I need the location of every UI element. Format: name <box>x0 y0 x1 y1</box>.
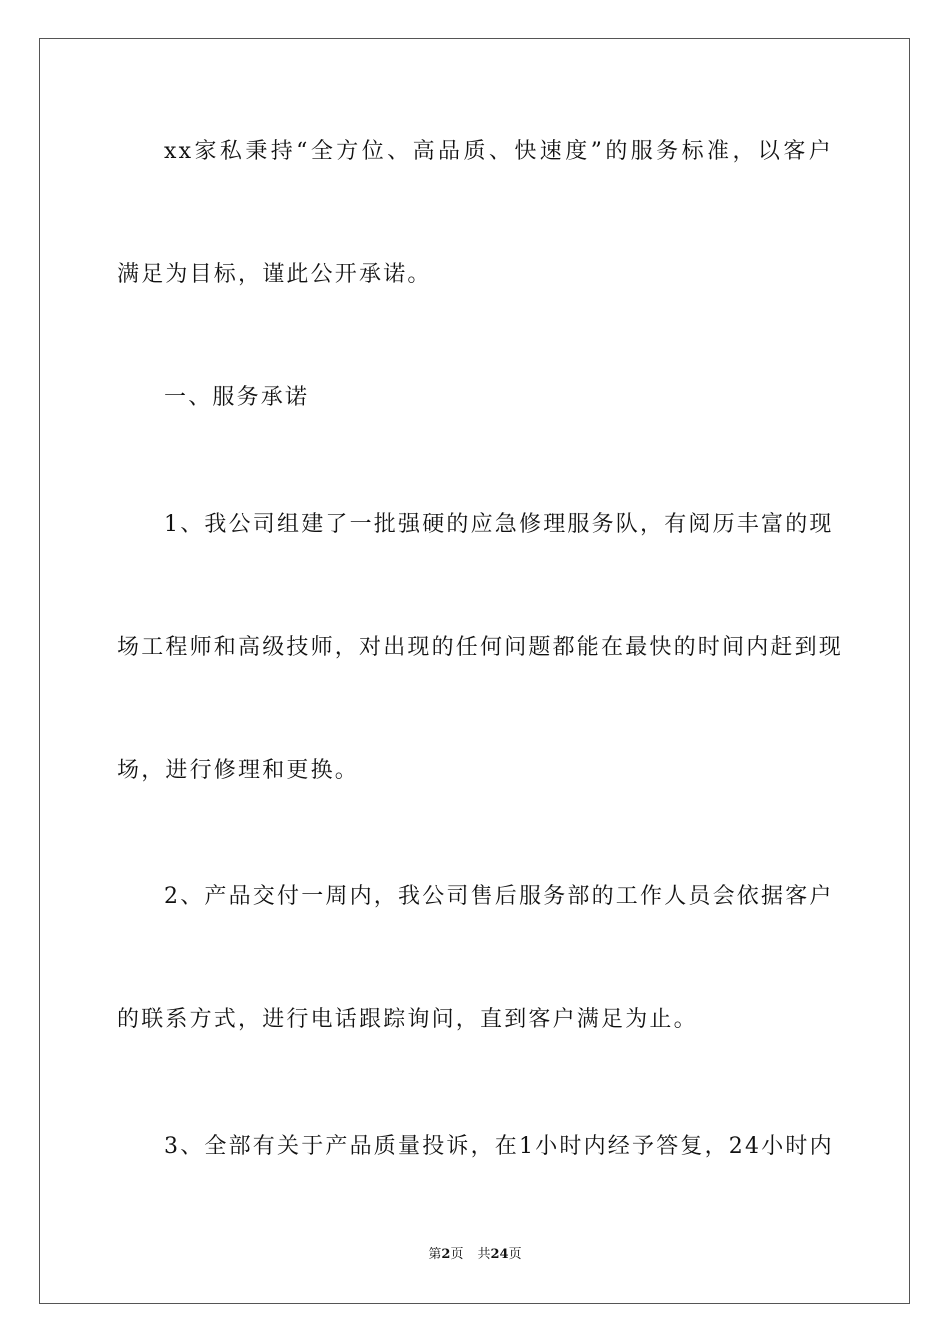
footer-page-number: 2 <box>441 1247 451 1262</box>
page-frame <box>39 38 910 1304</box>
section-heading: 一、服务承诺 <box>164 385 310 410</box>
footer-total-pages: 24 <box>490 1247 509 1262</box>
paragraph-line-5: 场，进行修理和更换。 <box>117 758 360 783</box>
footer-prefix: 第 <box>428 1247 442 1262</box>
paragraph-line-2: 满足为目标，谨此公开承诺。 <box>117 262 432 287</box>
footer-total-suffix: 页 <box>508 1247 522 1262</box>
footer-page-suffix: 页 <box>450 1247 464 1262</box>
paragraph-line-3: 1、我公司组建了一批强硬的应急修理服务队，有阅历丰富的现 <box>164 512 834 537</box>
paragraph-line-7: 的联系方式，进行电话跟踪询问，直到客户满足为止。 <box>117 1007 698 1032</box>
paragraph-line-1: xx家私秉持“全方位、高品质、快速度”的服务标准，以客户 <box>164 139 833 164</box>
paragraph-line-4: 场工程师和高级技师，对出现的任何问题都能在最快的时间内赶到现 <box>117 635 844 660</box>
page-footer <box>0 1246 950 1264</box>
paragraph-line-6: 2、产品交付一周内，我公司售后服务部的工作人员会依据客户 <box>164 884 834 909</box>
footer-total-prefix: 共 <box>477 1247 491 1262</box>
paragraph-line-8: 3、全部有关于产品质量投诉，在1小时内经予答复，24小时内 <box>164 1134 834 1159</box>
